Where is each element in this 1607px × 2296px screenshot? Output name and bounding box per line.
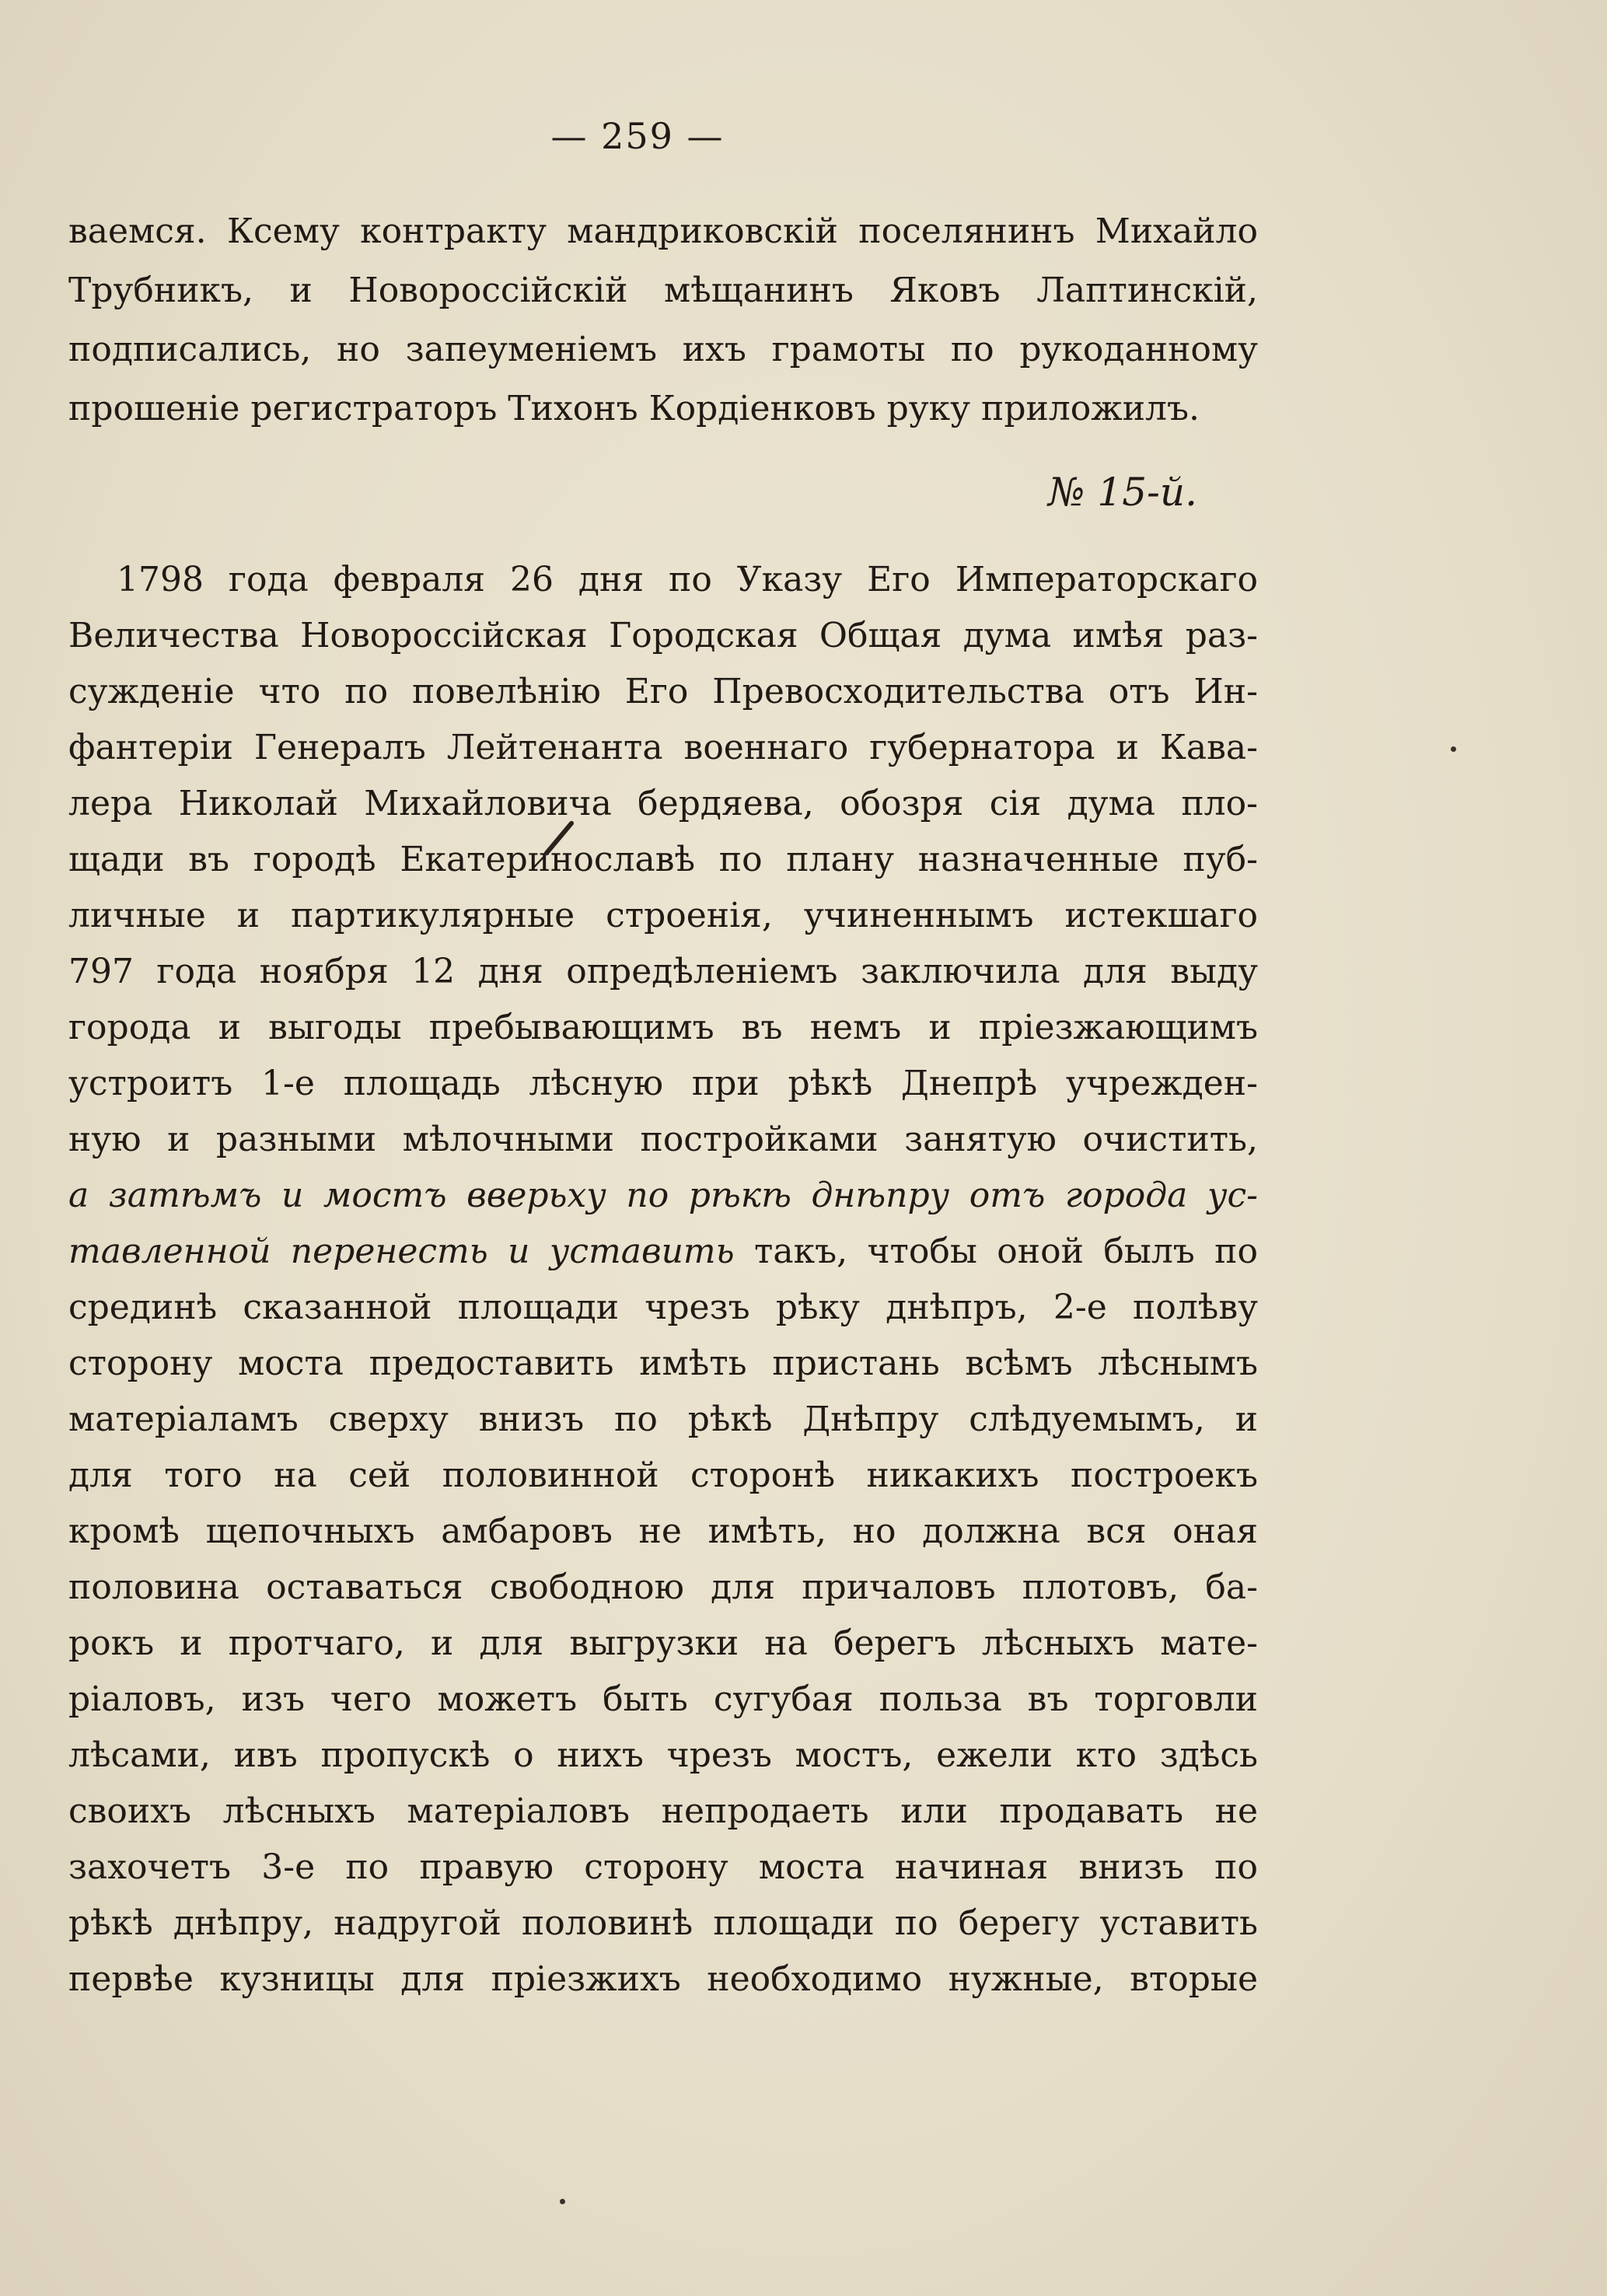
text-line: щади въ городѣ Екатеринославѣ по плану назначенные пуб- [68,840,1258,879]
ink-speck [1451,746,1456,752]
text-line: половина оставаться свободною для причаловъ плотовъ, ба- [68,1567,1258,1607]
text-line: подписались, но запеуменіемъ ихъ грамоты по рукоданному [68,330,1258,369]
italic-phrase: тавленной перенесть и уставить [68,1232,735,1271]
text-line: прошеніе регистраторъ Тихонъ Кордіенковъ руку приложилъ. [68,389,1200,428]
text-line: личные и партикулярные строенія, учиненнымъ истекшаго [68,896,1258,935]
text-line: первѣе кузницы для пріезжихъ необходимо нужные, вторые [68,1959,1258,1999]
text-line: рокъ и протчаго, и для выгрузки на берегъ лѣсныхъ мате- [68,1623,1258,1663]
text-line: матеріаламъ сверху внизъ по рѣкѣ Днѣпру слѣдуемымъ, и [68,1400,1258,1439]
text-line: срединѣ сказанной площади чрезъ рѣку днѣпръ, 2-е полѣву [68,1288,1258,1327]
text-line: рѣкѣ днѣпру, надругой половинѣ площади по берегу уставить [68,1903,1258,1943]
text-line: своихъ лѣсныхъ матеріаловъ непродаеть или продавать не [68,1791,1258,1831]
text-line: для того на сей половинной сторонѣ никакихъ построекъ [68,1456,1258,1495]
text-line: лера Николай Михайловича бердяева, обозря сія дума пло- [68,784,1258,823]
text-line: города и выгоды пребывающимъ въ немъ и пріезжающимъ [68,1008,1258,1047]
text-line: Трубникъ, и Новороссійскій мѣщанинъ Яковъ Лаптинскій, [68,271,1258,310]
text-line: устроитъ 1-е площадь лѣсную при рѣкѣ Днепрѣ учрежден- [68,1064,1258,1103]
text-line: 1798 года февраля 26 дня по Указу Его Императорскаго [117,560,1258,599]
text-line: захочетъ 3-е по правую сторону моста начиная внизъ по [68,1847,1258,1887]
text-span: такъ, чтобы оной былъ по [734,1232,1258,1271]
text-line: фантеріи Генералъ Лейтенанта военнаго губернатора и Кава- [68,728,1258,767]
text-line: лѣсами, ивъ пропускѣ о нихъ чрезъ мостъ, ежели кто здѣсь [68,1735,1258,1775]
text-line: сужденіе что по повелѣнію Его Превосходительства отъ Ин- [68,672,1258,711]
text-line: ную и разными мѣлочными постройками занятую очистить, [68,1120,1258,1159]
text-line: Величества Новороссійская Городская Общая дума имѣя раз- [68,616,1258,655]
text-line: кромѣ щепочныхъ амбаровъ не имѣть, но должна вся оная [68,1511,1258,1551]
document-number: № 15-й. [1048,470,1197,515]
text-line: ваемся. Ксему контракту мандриковскій поселянинъ Михайло [68,211,1258,251]
text-line: ріаловъ, изъ чего можетъ быть сугубая польза въ торговли [68,1679,1258,1719]
text-line: 797 года ноября 12 дня опредѣленіемъ заключила для выду [68,952,1258,991]
text-line-italic: а затѣмъ и мостъ вверьху по рѣкѣ днѣпру отъ города ус- [68,1176,1258,1215]
ink-speck [560,2199,565,2204]
page-number: — 259 — [550,115,725,157]
text-line-mixed [68,1228,1258,1275]
text-line: сторону моста предоставить имѣть пристань всѣмъ лѣснымъ [68,1344,1258,1383]
